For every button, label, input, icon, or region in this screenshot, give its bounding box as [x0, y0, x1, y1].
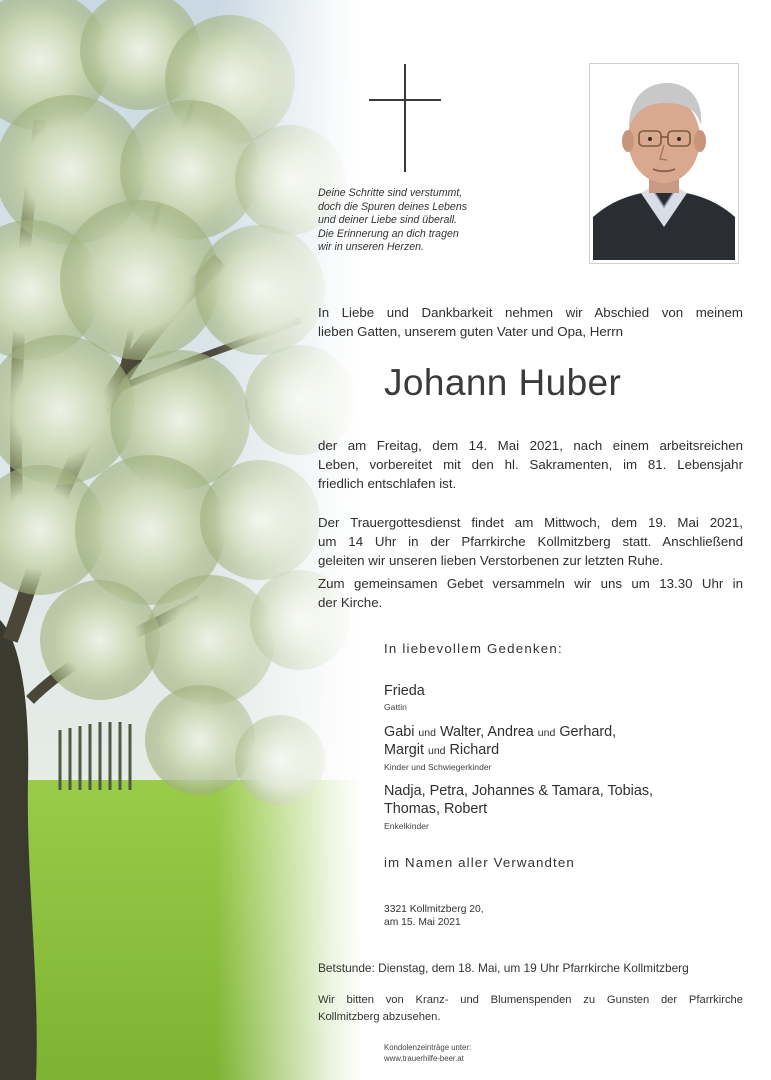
grandchildren-line-1: Nadja, Petra, Johannes & Tamara, Tobias,	[384, 783, 654, 799]
condolence-info	[384, 1043, 471, 1064]
donation-request	[318, 992, 743, 1026]
poem-line: wir in unseren Herzen.	[318, 241, 424, 254]
place-date	[384, 903, 484, 930]
children-line-1	[384, 723, 616, 743]
date-line: am 15. Mai 2021	[384, 917, 461, 929]
death-notice-line: der am Freitag, dem 14. Mai 2021, nach einem arbeitsreichen	[318, 438, 743, 453]
grandchildren-line-2: Thomas, Robert	[384, 801, 488, 817]
death-notice-line: friedlich entschlafen ist.	[318, 476, 457, 491]
in-memory-heading: In liebevollem Gedenken:	[384, 641, 563, 656]
poem-line: doch die Spuren deines Lebens	[318, 200, 468, 213]
prayer-text	[318, 574, 743, 612]
prayer-hour: Betstunde: Dienstag, dem 18. Mai, um 19 Uhr Pfarrkirche Kollmitzberg	[318, 961, 689, 975]
spouse-name: Frieda	[384, 683, 425, 699]
funeral-line: geleiten wir unseren lieben Verstorbenen zur letzten Ruhe.	[318, 553, 664, 568]
deceased-name: Johann Huber	[384, 362, 622, 403]
intro-line: In Liebe und Dankbarkeit nehmen wir Abschied von meinem	[318, 305, 743, 320]
children-line-2	[384, 741, 499, 761]
portrait-frame	[589, 63, 739, 264]
funeral-line: um 14 Uhr in der Pfarrkirche Kollmitzberg statt. Anschließend	[318, 534, 743, 549]
poem-line: und deiner Liebe sind überall.	[318, 214, 457, 227]
intro-text	[318, 303, 743, 341]
und-word: und	[537, 727, 556, 739]
child-name: Margit	[384, 742, 424, 758]
donation-line: Wir bitten von Kranz- und Blumenspenden zu Gunsten der Pfarrkirche	[318, 994, 743, 1006]
funeral-text	[318, 513, 743, 570]
child-name: Gabi	[384, 724, 415, 740]
place-line: 3321 Kollmitzberg 20,	[384, 904, 484, 915]
spouse-role: Gattin	[384, 702, 407, 712]
prayer-line: der Kirche.	[318, 595, 383, 610]
prayer-line: Zum gemeinsamen Gebet versammeln wir uns um 13.30 Uhr in	[318, 576, 743, 591]
und-word: und	[427, 745, 446, 757]
grandchildren-role: Enkelkinder	[384, 821, 429, 831]
und-word: und	[418, 727, 436, 739]
children-role: Kinder und Schwiegerkinder	[384, 762, 492, 772]
child-name: Walter, Andrea	[439, 724, 534, 740]
funeral-line: Der Trauergottesdienst findet am Mittwoch, dem 19. Mai 2021,	[318, 515, 743, 530]
death-notice-line: Leben, vorbereitet mit den hl. Sakramenten, im 81. Lebensjahr	[318, 457, 743, 472]
portrait-photo	[593, 67, 735, 260]
child-name: Gerhard,	[559, 724, 617, 740]
condolence-label: Kondolenzeinträge unter:	[384, 1043, 472, 1052]
poem-line: Die Erinnerung an dich tragen	[318, 227, 459, 240]
child-name: Richard	[449, 742, 500, 758]
poem-line: Deine Schritte sind verstummt,	[318, 187, 463, 199]
intro-line: lieben Gatten, unserem guten Vater und Opa, Herrn	[318, 324, 624, 339]
condolence-link[interactable]: www.trauerhilfe-beer.at	[384, 1053, 464, 1063]
death-notice-text	[318, 436, 743, 493]
donation-line: Kollmitzberg abzusehen.	[318, 1011, 441, 1023]
memorial-poem	[318, 187, 558, 255]
relatives-line: im Namen aller Verwandten	[384, 855, 575, 870]
